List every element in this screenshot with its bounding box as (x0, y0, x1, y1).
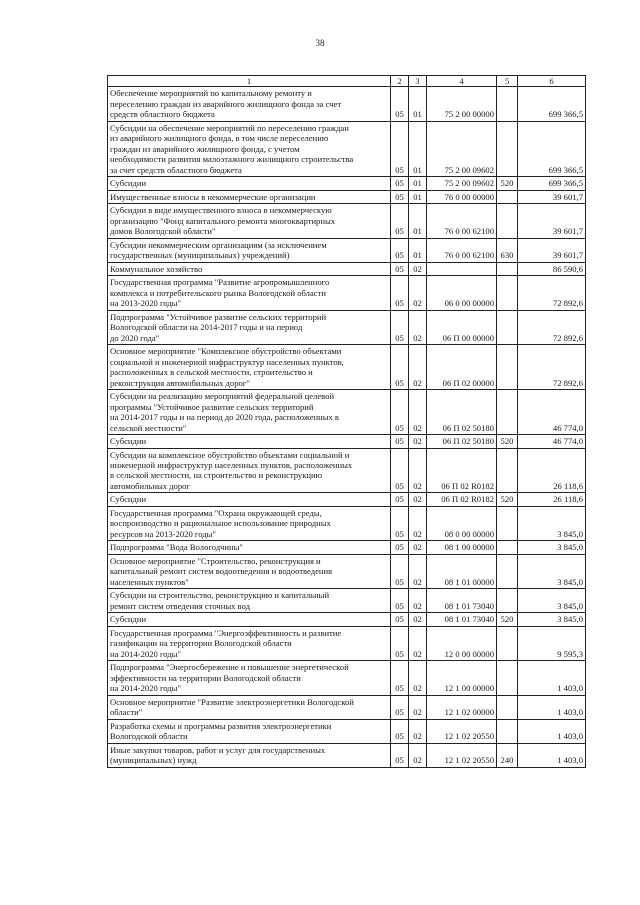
row-section-code: 05 (391, 276, 409, 310)
row-target-article: 12 1 02 00000 (427, 695, 497, 719)
row-subsection-code: 02 (409, 626, 427, 660)
row-name-cell: Субсидии (108, 435, 391, 448)
row-name-cell: Разработка схемы и программы развития электроэнергетики Вологодской области (108, 719, 391, 743)
row-name-cell: Подпрограмма "Устойчивое развитие сельских территорий Вологодской области на 2014-2017 годы и на период до 2020 года" (108, 310, 391, 344)
row-amount: 699 366,5 (518, 121, 586, 176)
table-row (108, 87, 586, 121)
table-row (108, 506, 586, 540)
row-amount: 26 118,6 (518, 493, 586, 506)
row-name-cell: Государственная программа "Развитие агропромышленного комплекса и потребительского рынка Вологодской области на 2013-2020 годы" (108, 276, 391, 310)
table-row (108, 541, 586, 554)
table-row (108, 661, 586, 695)
row-expense-type (497, 204, 518, 238)
row-amount: 39 601,7 (518, 190, 586, 203)
row-target-article: 08 1 01 00000 (427, 554, 497, 588)
row-amount: 1 403,0 (518, 743, 586, 767)
row-amount: 1 403,0 (518, 719, 586, 743)
row-subsection-code: 01 (409, 87, 427, 121)
row-target-article: 12 1 02 20550 (427, 743, 497, 767)
row-section-code: 05 (391, 661, 409, 695)
row-expense-type (497, 554, 518, 588)
row-name-cell: Основное мероприятие "Комплексное обустройство объектами социальной и инженерной инфраструктур населенных пунктов, расположенных в сельской местности, строительство и реконструкция автомобильных дорог" (108, 345, 391, 390)
row-amount: 39 601,7 (518, 238, 586, 262)
row-section-code: 05 (391, 390, 409, 435)
table-row (108, 613, 586, 626)
row-target-article: 08 1 01 73040 (427, 613, 497, 626)
row-amount: 1 403,0 (518, 695, 586, 719)
row-subsection-code: 02 (409, 493, 427, 506)
row-subsection-code: 01 (409, 204, 427, 238)
table-row (108, 695, 586, 719)
budget-table (107, 75, 586, 768)
row-name-cell: Основное мероприятие "Развитие электроэнергетики Вологодской области" (108, 695, 391, 719)
row-amount: 39 601,7 (518, 204, 586, 238)
row-expense-type: 520 (497, 435, 518, 448)
row-subsection-code: 02 (409, 743, 427, 767)
row-name-cell: Основное мероприятие "Строительство, реконструкция и капитальный ремонт систем водоотведения и водоотведения населенных пунктов" (108, 554, 391, 588)
row-target-article: 06 П 02 00000 (427, 345, 497, 390)
row-subsection-code: 02 (409, 541, 427, 554)
table-row (108, 310, 586, 344)
row-name-cell: Подпрограмма "Вода Вологодчины" (108, 541, 391, 554)
row-subsection-code: 01 (409, 121, 427, 176)
row-amount: 1 403,0 (518, 661, 586, 695)
row-amount: 46 774,0 (518, 390, 586, 435)
row-expense-type (497, 661, 518, 695)
row-name-cell: Субсидии (108, 177, 391, 190)
row-expense-type (497, 87, 518, 121)
row-amount: 72 892,6 (518, 345, 586, 390)
row-amount: 72 892,6 (518, 310, 586, 344)
row-section-code: 05 (391, 190, 409, 203)
row-amount: 3 845,0 (518, 506, 586, 540)
row-expense-type (497, 695, 518, 719)
row-expense-type: 520 (497, 493, 518, 506)
table-row (108, 719, 586, 743)
row-amount: 26 118,6 (518, 448, 586, 493)
row-amount: 46 774,0 (518, 435, 586, 448)
page-number: 38 (315, 38, 325, 48)
table-row (108, 238, 586, 262)
table-row (108, 177, 586, 190)
row-subsection-code: 02 (409, 695, 427, 719)
row-amount: 699 366,5 (518, 177, 586, 190)
row-name-cell: Субсидии (108, 613, 391, 626)
row-expense-type: 630 (497, 238, 518, 262)
row-target-article: 12 0 00 00000 (427, 626, 497, 660)
header-col-5: 5 (497, 76, 518, 87)
row-target-article: 08 0 00 00000 (427, 506, 497, 540)
row-section-code: 05 (391, 719, 409, 743)
row-section-code: 05 (391, 554, 409, 588)
row-subsection-code: 01 (409, 190, 427, 203)
row-target-article: 75 2 00 09602 (427, 177, 497, 190)
row-name-cell: Субсидии в виде имущественного взноса в некоммерческую организацию "Фонд капитального ремонта многоквартирных домов Вологодской области" (108, 204, 391, 238)
row-section-code: 05 (391, 506, 409, 540)
header-col-6: 6 (518, 76, 586, 87)
row-subsection-code: 02 (409, 506, 427, 540)
row-section-code: 05 (391, 695, 409, 719)
row-name-cell: Субсидии на строительство, реконструкцию и капитальный ремонт систем отведения сточных вод (108, 589, 391, 613)
row-amount: 3 845,0 (518, 541, 586, 554)
row-section-code: 05 (391, 435, 409, 448)
row-target-article: 12 1 02 20550 (427, 719, 497, 743)
row-amount: 9 595,3 (518, 626, 586, 660)
row-section-code: 05 (391, 310, 409, 344)
row-section-code: 05 (391, 493, 409, 506)
header-col-3: 3 (409, 76, 427, 87)
row-name-cell: Коммунальное хозяйство (108, 262, 391, 275)
row-section-code: 05 (391, 204, 409, 238)
row-name-cell: Субсидии на комплексное обустройство объектами социальной и инженерной инфраструктур населенных пунктов, расположенных в сельской местности, на строительство и реконструкцию автомобильных дорог (108, 448, 391, 493)
table-row (108, 435, 586, 448)
row-target-article: 75 2 00 09602 (427, 121, 497, 176)
row-subsection-code: 02 (409, 613, 427, 626)
header-col-4: 4 (427, 76, 497, 87)
row-section-code: 05 (391, 589, 409, 613)
row-expense-type (497, 310, 518, 344)
row-subsection-code: 02 (409, 448, 427, 493)
row-target-article: 06 П 02 50180 (427, 390, 497, 435)
row-subsection-code: 02 (409, 554, 427, 588)
row-expense-type: 520 (497, 177, 518, 190)
row-amount: 3 845,0 (518, 554, 586, 588)
row-expense-type (497, 276, 518, 310)
row-name-cell: Иные закупки товаров, работ и услуг для государственных (муниципальных) нужд (108, 743, 391, 767)
table-row (108, 390, 586, 435)
row-expense-type (497, 390, 518, 435)
row-target-article: 76 0 00 00000 (427, 190, 497, 203)
row-expense-type: 520 (497, 613, 518, 626)
table-row (108, 448, 586, 493)
row-target-article: 06 П 02 R0182 (427, 493, 497, 506)
row-subsection-code: 02 (409, 719, 427, 743)
row-section-code: 05 (391, 613, 409, 626)
row-expense-type (497, 345, 518, 390)
table-row (108, 262, 586, 275)
row-section-code: 05 (391, 626, 409, 660)
row-target-article: 76 0 00 62100 (427, 204, 497, 238)
row-target-article: 06 П 00 00000 (427, 310, 497, 344)
row-subsection-code: 02 (409, 262, 427, 275)
table-row (108, 345, 586, 390)
table-row (108, 589, 586, 613)
row-target-article: 12 1 00 00000 (427, 661, 497, 695)
row-section-code: 05 (391, 238, 409, 262)
row-section-code: 05 (391, 87, 409, 121)
row-section-code: 05 (391, 121, 409, 176)
row-target-article: 06 П 02 50180 (427, 435, 497, 448)
row-subsection-code: 02 (409, 435, 427, 448)
table-row (108, 743, 586, 767)
row-target-article: 75 2 00 00000 (427, 87, 497, 121)
row-amount: 3 845,0 (518, 589, 586, 613)
row-expense-type (497, 589, 518, 613)
row-expense-type (497, 626, 518, 660)
table-header-row (108, 76, 586, 87)
row-target-article: 06 П 02 R0182 (427, 448, 497, 493)
row-expense-type (497, 121, 518, 176)
row-subsection-code: 02 (409, 589, 427, 613)
row-name-cell: Имущественные взносы в некоммерческие организации (108, 190, 391, 203)
row-subsection-code: 01 (409, 177, 427, 190)
row-section-code: 05 (391, 541, 409, 554)
row-expense-type (497, 541, 518, 554)
row-expense-type (497, 262, 518, 275)
row-amount: 3 845,0 (518, 613, 586, 626)
table-row (108, 626, 586, 660)
row-section-code: 05 (391, 345, 409, 390)
table-row (108, 121, 586, 176)
row-subsection-code: 01 (409, 238, 427, 262)
row-section-code: 05 (391, 448, 409, 493)
row-target-article: 08 1 01 73040 (427, 589, 497, 613)
row-subsection-code: 02 (409, 276, 427, 310)
row-target-article (427, 262, 497, 275)
row-name-cell: Государственная программа "Энергоэффективность и развитие газификации на территории Вологодской области на 2014-2020 годы" (108, 626, 391, 660)
row-section-code: 05 (391, 743, 409, 767)
row-subsection-code: 02 (409, 310, 427, 344)
row-expense-type (497, 719, 518, 743)
header-col-2: 2 (391, 76, 409, 87)
row-amount: 699 366,5 (518, 87, 586, 121)
row-target-article: 06 0 00 00000 (427, 276, 497, 310)
row-expense-type (497, 506, 518, 540)
row-subsection-code: 02 (409, 345, 427, 390)
row-name-cell: Субсидии (108, 493, 391, 506)
row-expense-type (497, 190, 518, 203)
row-target-article: 08 1 00 00000 (427, 541, 497, 554)
row-amount: 86 590,6 (518, 262, 586, 275)
row-section-code: 05 (391, 177, 409, 190)
header-col-1: 1 (108, 76, 391, 87)
row-name-cell: Обеспечение мероприятий по капитальному ремонту и переселению граждан из аварийного жилищного фонда за счет средств областного бюджета (108, 87, 391, 121)
table-row (108, 493, 586, 506)
row-name-cell: Субсидии некоммерческим организациям (за исключением государственных (муниципальных) учреждений) (108, 238, 391, 262)
row-name-cell: Субсидии на обеспечение мероприятий по переселению граждан из аварийного жилищного фонда, в том числе переселению граждан из аварийного жилищного фонда, с учетом необходимости развития малоэтажного жилищного строительства за счет средств областного бюджета (108, 121, 391, 176)
row-expense-type: 240 (497, 743, 518, 767)
row-name-cell: Субсидии на реализацию мероприятий федеральной целевой программы "Устойчивое развитие сельских территорий на 2014-2017 годы и на период до 2020 года, расположенных в сельской местности" (108, 390, 391, 435)
row-name-cell: Подпрограмма "Энергосбережение и повышение энергетической эффективности на территории Вологодской области на 2014-2020 годы" (108, 661, 391, 695)
row-expense-type (497, 448, 518, 493)
row-section-code: 05 (391, 262, 409, 275)
table-row (108, 190, 586, 203)
budget-table-body (108, 76, 586, 768)
table-row (108, 276, 586, 310)
row-subsection-code: 02 (409, 390, 427, 435)
row-subsection-code: 02 (409, 661, 427, 695)
row-target-article: 76 0 00 62100 (427, 238, 497, 262)
row-name-cell: Государственная программа "Охрана окружающей среды, воспроизводство и рациональное использование природных ресурсов на 2013-2020 годы" (108, 506, 391, 540)
table-row (108, 204, 586, 238)
table-row (108, 554, 586, 588)
row-amount: 72 892,6 (518, 276, 586, 310)
